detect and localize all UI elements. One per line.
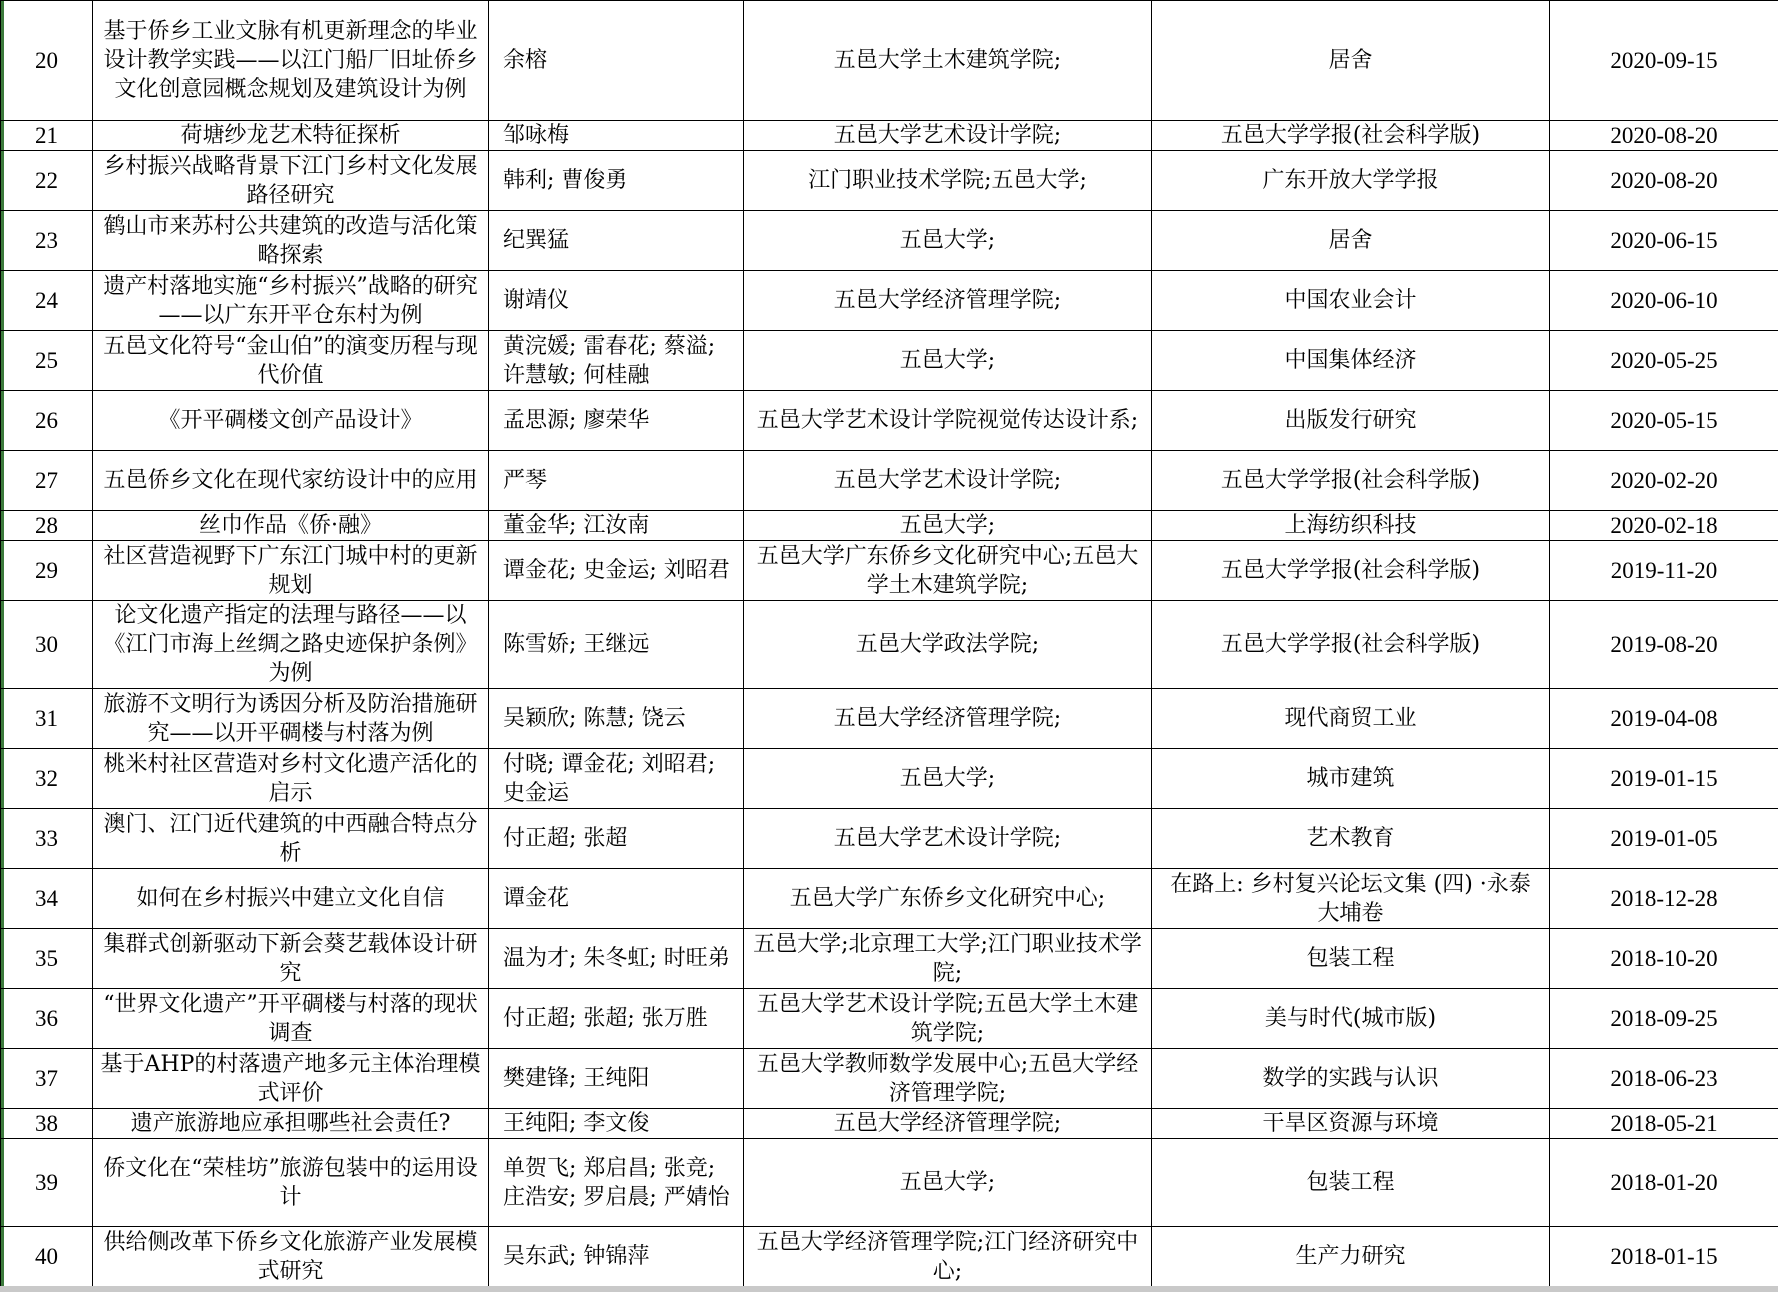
journal-name: 美与时代(城市版) [1152,989,1550,1049]
row-number: 37 [1,1049,93,1109]
row-number: 40 [1,1227,93,1287]
journal-name: 中国农业会计 [1152,271,1550,331]
author-institution: 五邑大学艺术设计学院;五邑大学土木建筑学院; [744,989,1152,1049]
publish-date: 2019-08-20 [1550,601,1778,689]
row-number: 32 [1,749,93,809]
author-institution: 五邑大学;北京理工大学;江门职业技术学院; [744,929,1152,989]
journal-name: 五邑大学学报(社会科学版) [1152,601,1550,689]
table-row [1,1049,1778,1109]
journal-name: 中国集体经济 [1152,331,1550,391]
table-row [1,1227,1778,1287]
author-institution: 五邑大学; [744,331,1152,391]
paper-title: 遗产村落地实施“乡村振兴”战略的研究——以广东开平仓东村为例 [93,271,489,331]
paper-authors: 黄浣媛; 雷春花; 蔡溢; 许慧敏; 何桂融 [489,331,744,391]
row-number: 31 [1,689,93,749]
publish-date: 2020-09-15 [1550,1,1778,121]
row-number: 28 [1,511,93,541]
table-row [1,331,1778,391]
paper-title: 鹤山市来苏村公共建筑的改造与活化策略探索 [93,211,489,271]
table-row [1,689,1778,749]
author-institution: 五邑大学土木建筑学院; [744,1,1152,121]
table-row [1,809,1778,869]
publish-date: 2020-08-20 [1550,121,1778,151]
row-number: 25 [1,331,93,391]
journal-name: 包装工程 [1152,1139,1550,1227]
author-institution: 江门职业技术学院;五邑大学; [744,151,1152,211]
author-institution: 五邑大学; [744,749,1152,809]
table-row [1,211,1778,271]
paper-authors: 谭金花; 史金运; 刘昭君 [489,541,744,601]
table-row [1,541,1778,601]
author-institution: 五邑大学艺术设计学院视觉传达设计系; [744,391,1152,451]
row-number: 24 [1,271,93,331]
row-number: 29 [1,541,93,601]
paper-authors: 樊建锋; 王纯阳 [489,1049,744,1109]
paper-authors: 余榕 [489,1,744,121]
paper-title: 五邑文化符号“金山伯”的演变历程与现代价值 [93,331,489,391]
journal-name: 五邑大学学报(社会科学版) [1152,121,1550,151]
paper-title: 供给侧改革下侨乡文化旅游产业发展模式研究 [93,1227,489,1287]
paper-authors: 陈雪娇; 王继远 [489,601,744,689]
publish-date: 2018-12-28 [1550,869,1778,929]
table-row [1,749,1778,809]
journal-name: 城市建筑 [1152,749,1550,809]
author-institution: 五邑大学政法学院; [744,601,1152,689]
table-row [1,869,1778,929]
paper-authors: 付正超; 张超 [489,809,744,869]
papers-table-body [1,1,1778,1287]
paper-authors: 董金华; 江汝南 [489,511,744,541]
paper-authors: 纪巽猛 [489,211,744,271]
journal-name: 广东开放大学学报 [1152,151,1550,211]
paper-title: 论文化遗产指定的法理与路径——以《江门市海上丝绸之路史迹保护条例》为例 [93,601,489,689]
table-row [1,271,1778,331]
row-number: 33 [1,809,93,869]
row-number: 21 [1,121,93,151]
publish-date: 2020-02-20 [1550,451,1778,511]
paper-title: 基于AHP的村落遗产地多元主体治理模式评价 [93,1049,489,1109]
paper-authors: 温为才; 朱冬虹; 时旺弟 [489,929,744,989]
row-number: 27 [1,451,93,511]
table-row [1,1109,1778,1139]
table-row [1,929,1778,989]
row-number: 26 [1,391,93,451]
journal-name: 五邑大学学报(社会科学版) [1152,451,1550,511]
publish-date: 2019-11-20 [1550,541,1778,601]
paper-authors: 付正超; 张超; 张万胜 [489,989,744,1049]
paper-title: 侨文化在“荣桂坊”旅游包装中的运用设计 [93,1139,489,1227]
paper-authors: 严琴 [489,451,744,511]
publish-date: 2020-06-15 [1550,211,1778,271]
row-number: 20 [1,1,93,121]
paper-authors: 谢靖仪 [489,271,744,331]
paper-authors: 孟思源; 廖荣华 [489,391,744,451]
publish-date: 2018-01-20 [1550,1139,1778,1227]
publish-date: 2019-01-15 [1550,749,1778,809]
journal-name: 包装工程 [1152,929,1550,989]
paper-title: 桃米村社区营造对乡村文化遗产活化的启示 [93,749,489,809]
table-row [1,391,1778,451]
paper-title: 五邑侨乡文化在现代家纺设计中的应用 [93,451,489,511]
paper-title: 集群式创新驱动下新会葵艺载体设计研究 [93,929,489,989]
author-institution: 五邑大学; [744,1139,1152,1227]
paper-authors: 谭金花 [489,869,744,929]
paper-authors: 单贺飞; 郑启昌; 张竞; 庄浩安; 罗启晨; 严婧怡 [489,1139,744,1227]
row-number: 35 [1,929,93,989]
paper-title: 《开平碉楼文创产品设计》 [93,391,489,451]
paper-authors: 邹咏梅 [489,121,744,151]
paper-title: 乡村振兴战略背景下江门乡村文化发展路径研究 [93,151,489,211]
publish-date: 2019-01-05 [1550,809,1778,869]
journal-name: 数学的实践与认识 [1152,1049,1550,1109]
author-institution: 五邑大学经济管理学院; [744,1109,1152,1139]
paper-title: 社区营造视野下广东江门城中村的更新规划 [93,541,489,601]
author-institution: 五邑大学艺术设计学院; [744,121,1152,151]
paper-authors: 韩利; 曹俊勇 [489,151,744,211]
author-institution: 五邑大学经济管理学院; [744,689,1152,749]
author-institution: 五邑大学教师数学发展中心;五邑大学经济管理学院; [744,1049,1152,1109]
journal-name: 生产力研究 [1152,1227,1550,1287]
journal-name: 五邑大学学报(社会科学版) [1152,541,1550,601]
author-institution: 五邑大学艺术设计学院; [744,451,1152,511]
paper-title: 荷塘纱龙艺术特征探析 [93,121,489,151]
publish-date: 2020-08-20 [1550,151,1778,211]
publish-date: 2018-06-23 [1550,1049,1778,1109]
table-row [1,989,1778,1049]
row-number: 38 [1,1109,93,1139]
journal-name: 在路上: 乡村复兴论坛文集 (四) ·永泰 大埔卷 [1152,869,1550,929]
paper-authors: 王纯阳; 李文俊 [489,1109,744,1139]
author-institution: 五邑大学广东侨乡文化研究中心;五邑大学土木建筑学院; [744,541,1152,601]
journal-name: 艺术教育 [1152,809,1550,869]
table-row [1,121,1778,151]
paper-title: 基于侨乡工业文脉有机更新理念的毕业设计教学实践——以江门船厂旧址侨乡文化创意园概念规划及建筑设计为例 [93,1,489,121]
paper-title: 旅游不文明行为诱因分析及防治措施研究——以开平碉楼与村落为例 [93,689,489,749]
table-row [1,451,1778,511]
table-row [1,1139,1778,1227]
publish-date: 2018-09-25 [1550,989,1778,1049]
publish-date: 2018-01-15 [1550,1227,1778,1287]
table-row [1,511,1778,541]
row-number: 36 [1,989,93,1049]
author-institution: 五邑大学广东侨乡文化研究中心; [744,869,1152,929]
paper-title: 澳门、江门近代建筑的中西融合特点分析 [93,809,489,869]
paper-title: 遗产旅游地应承担哪些社会责任? [93,1109,489,1139]
publish-date: 2019-04-08 [1550,689,1778,749]
row-number: 22 [1,151,93,211]
table-row [1,601,1778,689]
author-institution: 五邑大学经济管理学院;江门经济研究中心; [744,1227,1152,1287]
journal-name: 上海纺织科技 [1152,511,1550,541]
author-institution: 五邑大学; [744,211,1152,271]
table-row [1,151,1778,211]
journal-name: 出版发行研究 [1152,391,1550,451]
journal-name: 干旱区资源与环境 [1152,1109,1550,1139]
publish-date: 2020-05-15 [1550,391,1778,451]
publish-date: 2018-10-20 [1550,929,1778,989]
row-number: 39 [1,1139,93,1227]
row-number: 23 [1,211,93,271]
paper-title: 丝巾作品《侨·融》 [93,511,489,541]
row-number: 34 [1,869,93,929]
publish-date: 2020-02-18 [1550,511,1778,541]
publish-date: 2020-05-25 [1550,331,1778,391]
publish-date: 2018-05-21 [1550,1109,1778,1139]
author-institution: 五邑大学; [744,511,1152,541]
table-row [1,1,1778,121]
journal-name: 现代商贸工业 [1152,689,1550,749]
paper-authors: 付晓; 谭金花; 刘昭君; 史金运 [489,749,744,809]
row-number: 30 [1,601,93,689]
journal-name: 居舍 [1152,211,1550,271]
paper-title: 如何在乡村振兴中建立文化自信 [93,869,489,929]
paper-title: “世界文化遗产”开平碉楼与村落的现状调查 [93,989,489,1049]
paper-authors: 吴东武; 钟锦萍 [489,1227,744,1287]
author-institution: 五邑大学经济管理学院; [744,271,1152,331]
publish-date: 2020-06-10 [1550,271,1778,331]
sheet-bottom-edge [0,1286,1778,1292]
paper-authors: 吴颖欣; 陈慧; 饶云 [489,689,744,749]
author-institution: 五邑大学艺术设计学院; [744,809,1152,869]
journal-name: 居舍 [1152,1,1550,121]
